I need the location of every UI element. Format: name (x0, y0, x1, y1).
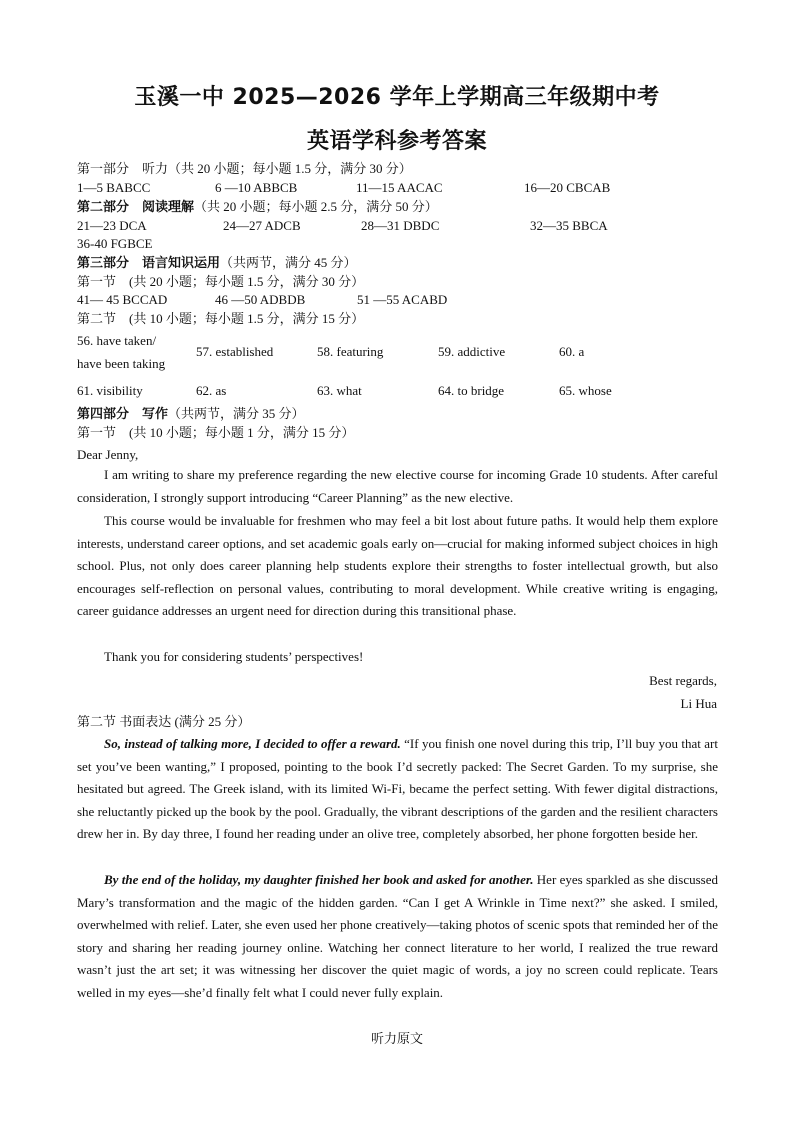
listening-script-heading: 听力原文 (370, 1032, 423, 1047)
letter-greeting: Dear Jenny, (77, 447, 139, 462)
answer-group: 16—20 CBCAB (524, 180, 611, 195)
answer-group: 6 —10 ABBCB (215, 180, 298, 195)
essay-paragraph (77, 869, 718, 1005)
answer-item: 63. what (317, 383, 362, 398)
answer-item: 64. to bridge (438, 383, 505, 398)
answer-item: 57. established (196, 344, 274, 359)
essay-body-text: “If you finish one novel during this trip, I’ll buy you that art set you’ve been wanting,” I proposed, pointing to the book I’d secretly packed: The Secret Garden. To my surprise, she hesitated but agreed. The Greek island, with its limited Wi-Fi, became the perfect setting. With fewer digital distractions, she reluctantly picked up the book by the pool. Gradually, the vibrant descriptions of the garden and the resilient characters drew her in. By day three, I found her reading under an olive tree, completely absorbed, her phone forgotten beside her. (77, 736, 718, 842)
essay-lead-sentence: By the end of the holiday, my daughter finished her book and asked for another. (104, 872, 534, 887)
answer-group: 41— 45 BCCAD (77, 292, 168, 307)
answer-item: 56. have taken/ (77, 333, 157, 348)
answer-item: have been taking (77, 356, 166, 371)
part3-section2-heading: 第二节 (共 10 小题；每小题 1.5 分，满分 15 分） (77, 311, 365, 326)
answer-group: 51 —55 ACABD (357, 292, 448, 307)
letter-signature: Li Hua (680, 696, 717, 711)
answer-item: 62. as (196, 383, 227, 398)
part2-heading-rest: （共 20 小题；每小题 2.5 分，满分 50 分） (194, 199, 438, 214)
part4-heading-rest: （共两节，满分 35 分） (168, 406, 305, 421)
letter-paragraph: I am writing to share my preference regarding the new elective course for incoming Grade 10 students. After careful consideration, I strongly support introducing “Career Planning” as the new elective. (77, 467, 718, 505)
answer-group: 32—35 BBCA (530, 218, 608, 233)
part3-heading-bold: 第三部分 语言知识运用 (77, 255, 221, 270)
answer-group: 28—31 DBDC (361, 218, 440, 233)
page-title: 玉溪一中 2025—2026 学年上学期高三年级期中考 (134, 85, 660, 110)
letter-paragraph: This course would be invaluable for freshmen who may feel a bit lost about future paths. It would help them explore interests, understand career options, and set academic goals early on—crucial for making informed subject choices in high school. Plus, not only does career planning help students explore their strengths to foster intellectual growth, but also encourages self-reflection on personal values, contributing to moral development. While creative writing is engaging, career guidance addresses an urgent need for direction during this transitional phase. (77, 513, 718, 619)
answer-item: 61. visibility (77, 383, 143, 398)
part2-heading-bold: 第二部分 阅读理解 (77, 199, 195, 214)
answer-group: 21—23 DCA (77, 218, 147, 233)
part3-heading (77, 255, 357, 271)
answer-item: 60. a (559, 344, 585, 359)
part4-section2-heading: 第二节 书面表达 (满分 25 分） (77, 714, 251, 729)
part4-heading-bold: 第四部分 写作 (77, 406, 169, 421)
essay-body-text: Her eyes sparkled as she discussed Mary’s transformation and the magic of the hidden garden. “Can I get A Wrinkle in Time next?” she asked. I smiled, overwhelmed with relief. Later, she even used her phone creatively—taking photos of scenic spots that reminded her of the story and sharing her reading journey online. Watching her connect literature to her world, I realized the true reward wasn’t just the art set; it was witnessing her discover the quiet magic of words, a joy no screen could replicate. Tears welled in my eyes—she’d finally felt what I could never fully explain. (77, 872, 718, 1000)
answer-item: 59. addictive (438, 344, 506, 359)
part2-heading (77, 199, 438, 215)
part3-section1-heading: 第一节 (共 20 小题；每小题 1.5 分，满分 30 分） (77, 274, 365, 289)
answer-group: 11—15 AACAC (356, 180, 443, 195)
page-subtitle: 英语学科参考答案 (306, 129, 487, 154)
essay-paragraph (77, 733, 718, 846)
part4-heading (77, 406, 305, 422)
answer-item: 65. whose (559, 383, 612, 398)
answer-item: 58. featuring (317, 344, 384, 359)
part3-heading-rest: （共两节，满分 45 分） (220, 255, 357, 270)
letter-paragraph: Thank you for considering students’ perspectives! (104, 649, 364, 664)
part1-heading: 第一部分 听力（共 20 小题；每小题 1.5 分，满分 30 分） (77, 161, 412, 176)
answer-group: 1—5 BABCC (77, 180, 151, 195)
answer-group: 36-40 FGBCE (77, 236, 153, 251)
part4-section1-heading: 第一节 (共 10 小题；每小题 1 分，满分 15 分） (77, 425, 355, 440)
answer-group: 46 —50 ADBDB (215, 292, 306, 307)
answer-group: 24—27 ADCB (223, 218, 301, 233)
letter-closing: Best regards, (649, 673, 717, 688)
essay-lead-sentence: So, instead of talking more, I decided to offer a reward. (104, 736, 401, 751)
